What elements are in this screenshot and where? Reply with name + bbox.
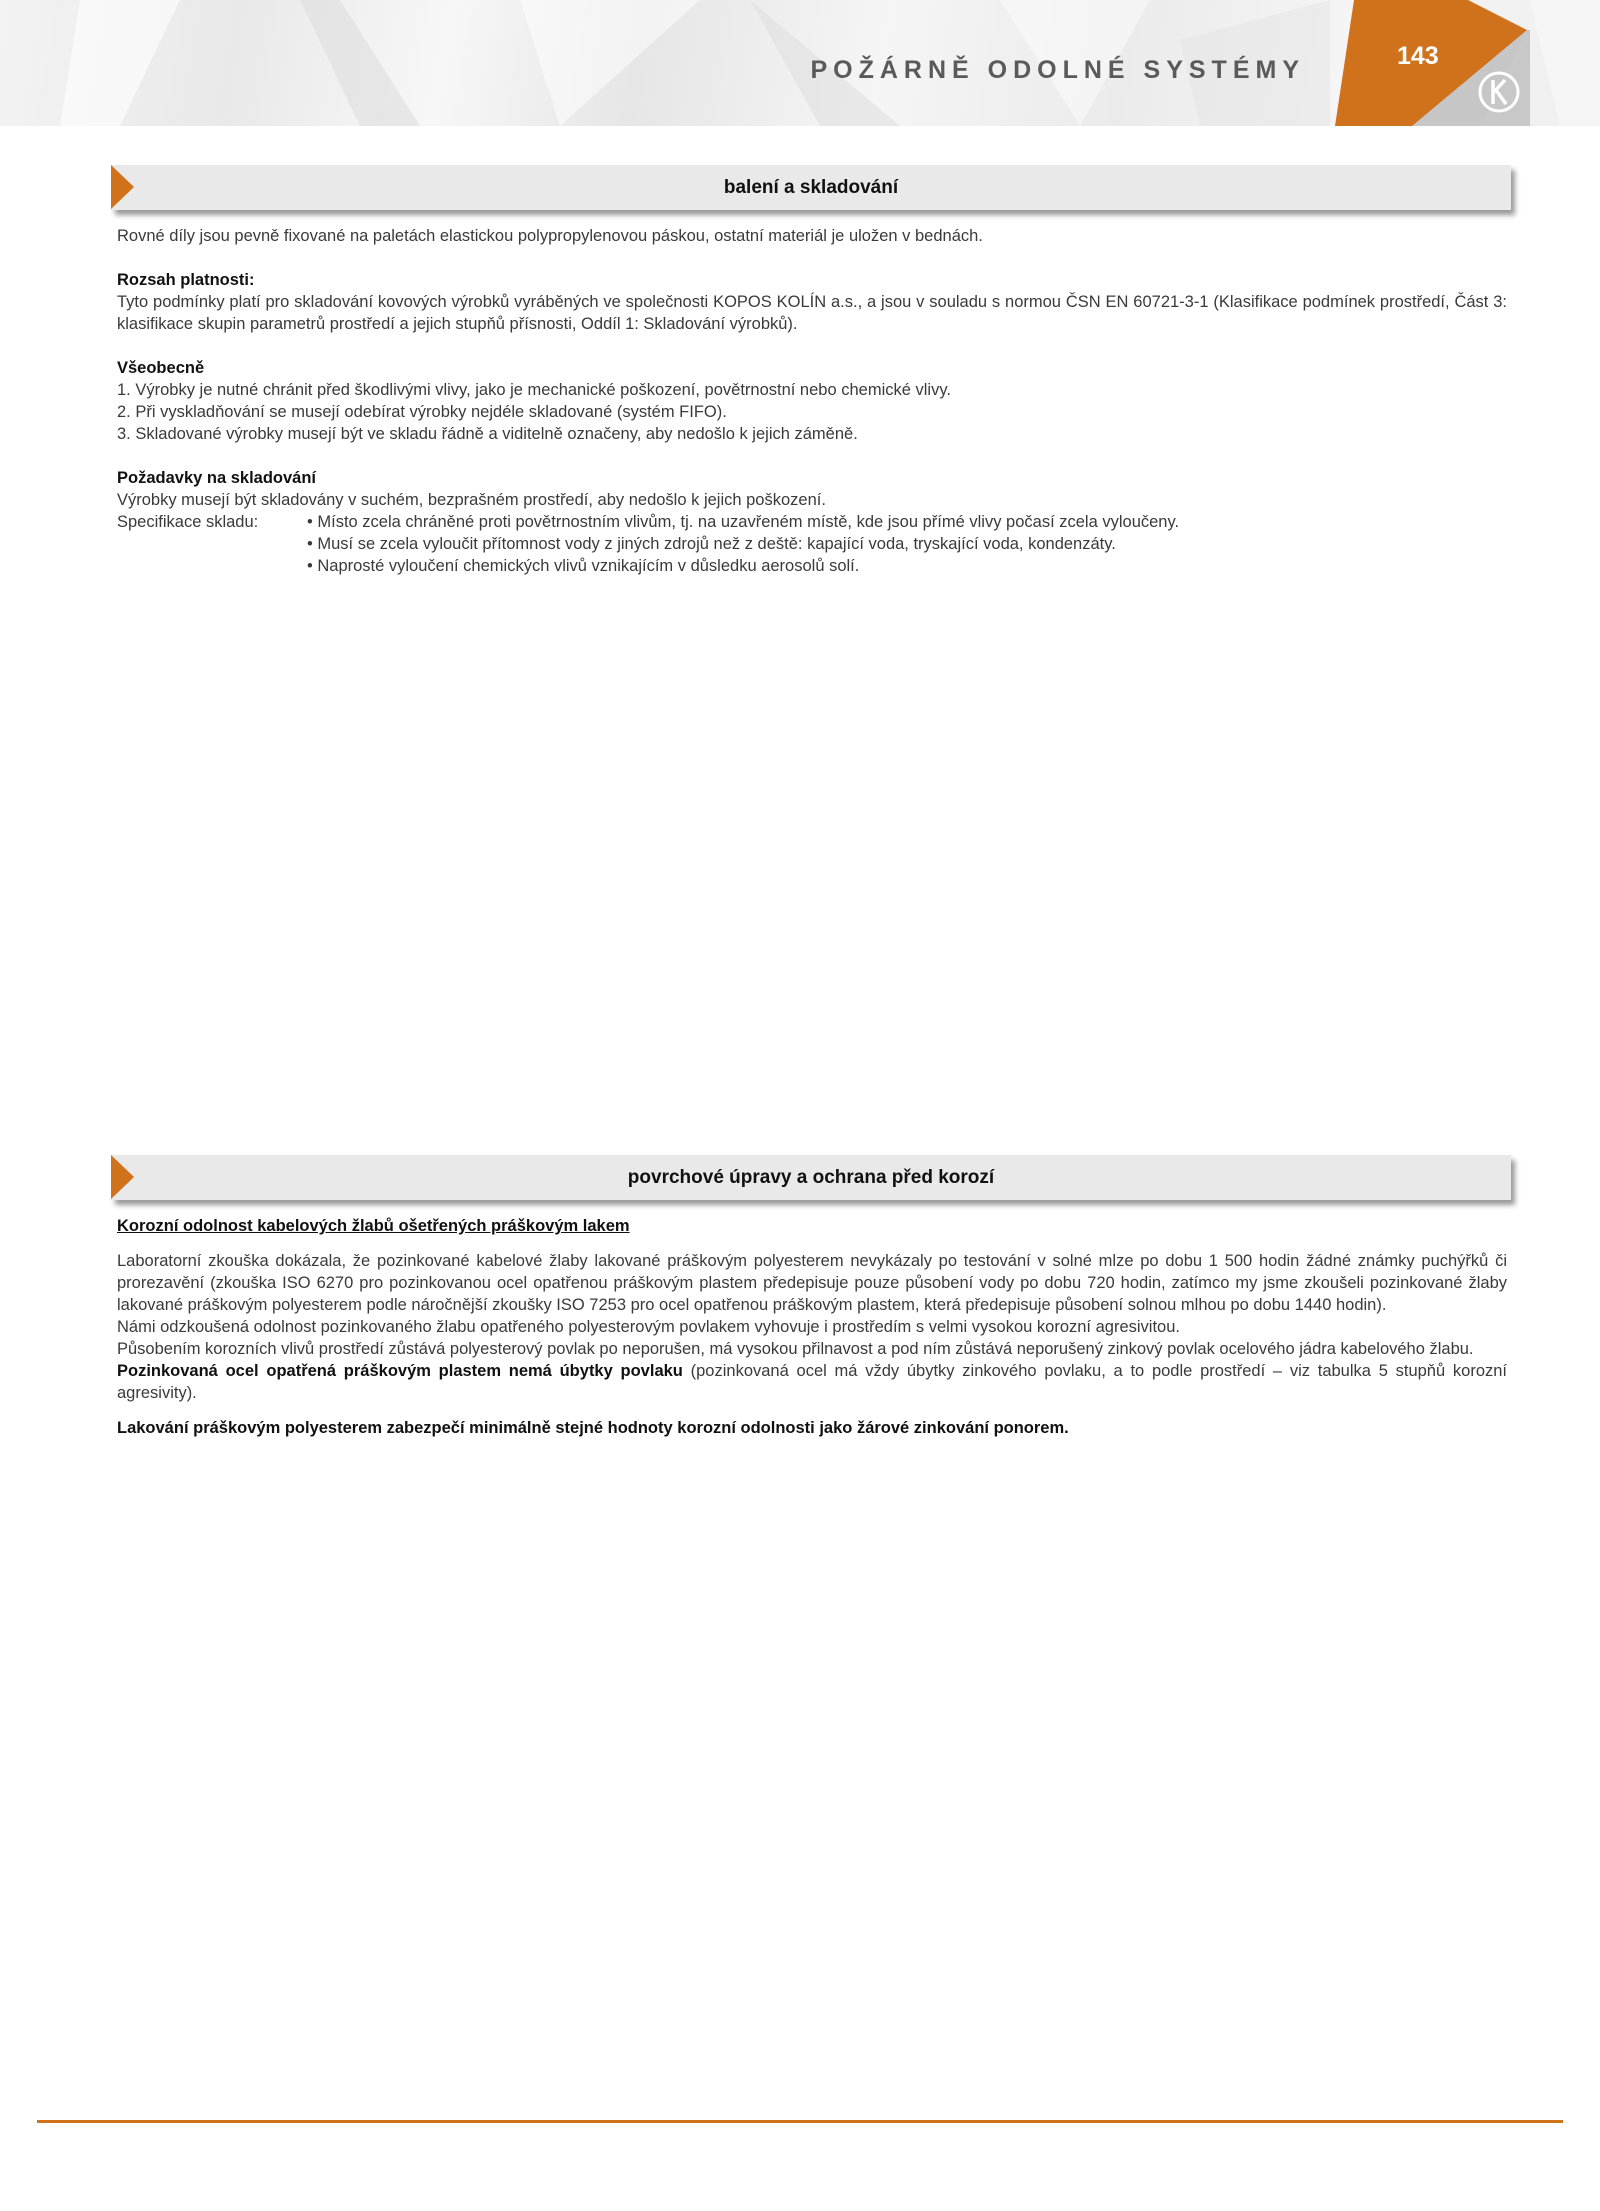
scope-text: Tyto podmínky platí pro skladování kovových výrobků vyráběných ve společnosti KOPOS KOLÍN a.s., a jsou v souladu s normou ČSN EN 60721-3-1 (Klasifikace podmínek prostředí, Část 3: klasifikace skupin parametrů prostředí a jejich stupňů přísnosti, Oddíl 1: Skladování výrobků). (117, 293, 1507, 333)
scope-heading: Rozsah platnosti: (117, 271, 255, 289)
page-header (0, 0, 1600, 126)
spec-item: • Naprosté vyloučení chemických vlivů vznikajícím v důsledku aerosolů solí. (307, 557, 860, 575)
paragraph: Námi odzkoušená odolnost pozinkovaného žlabu opatřeného polyesterovým povlakem vyhovuje i prostředím s velmi vysokou korozní agresivitou. (117, 1318, 1180, 1336)
section-title: povrchové úpravy a ochrana před korozí (627, 1167, 995, 1188)
statement-note: (pozinkovaná ocel má vždy úbytky zinkového povlaku, a to podle prostředí – viz tabulka 5 stupňů korozní agresivity). (117, 1362, 1508, 1402)
requirements-heading: Požadavky na skladování (117, 469, 317, 487)
requirements-text: Výrobky musejí být skladovány v suchém, bezprašném prostředí, aby nedošlo k jejich poškození. (117, 491, 826, 509)
storage-spec (117, 511, 1507, 577)
section-title: balení a skladování (723, 177, 899, 198)
page-number: 143 (1397, 42, 1439, 70)
paragraph: Laboratorní zkouška dokázala, že pozinkované kabelové žlaby lakované práškovým polyesterem nevykázaly po testování v solné mlze po dobu 1 500 hodin žádné známky puchýřků či prorezavění (zkouška ISO 6270 pro pozinkovanou ocel opatřenou práškovým plastem předepisuje pouze působení vody po dobu 720 hodin, zatímco my jsme zkoušeli pozinkované žlaby lakované práškovým polyesterem podle náročnější zkoušky ISO 7253 pro ocel opatřenou práškovým plastem, která předepisuje působení solnou mlhou po dobu 1440 hodin). (117, 1252, 1507, 1314)
intro-text: Rovné díly jsou pevně fixované na paletách elastickou polypropylenovou páskou, ostatní materiál je uložen v bednách. (117, 227, 983, 245)
spec-label: Specifikace skladu: (117, 513, 259, 531)
footer-line (37, 2120, 1563, 2123)
bold-statement: Pozinkovaná ocel opatřená práškovým plastem nemá úbytky povlaku (117, 1362, 683, 1380)
general-item: 2. Při vyskladňování se musejí odebírat výrobky nejdéle skladované (systém FIFO). (117, 403, 727, 421)
header-title: POŽÁRNĚ ODOLNÉ SYSTÉMY (810, 56, 1305, 84)
general-item: 1. Výrobky je nutné chránit před škodlivými vlivy, jako je mechanické poškození, povětrnostní nebo chemické vlivy. (117, 381, 951, 399)
conclusion: Lakování práškovým polyesterem zabezpečí minimálně stejné hodnoty korozní odolnosti jako žárové zinkování ponorem. (117, 1419, 1069, 1437)
paragraph: Působením korozních vlivů prostředí zůstává polyesterový povlak po neporušen, má vysokou přilnavost a pod ním zůstává neporušený zinkový povlak ocelového jádra kabelového žlabu. (117, 1340, 1474, 1358)
general-heading: Všeobecně (117, 359, 205, 377)
section-surface-body (117, 1215, 1507, 1439)
kopos-logo-icon (1477, 70, 1521, 114)
general-item: 3. Skladované výrobky musejí být ve skladu řádně a viditelně označeny, aby nedošlo k jejich záměně. (117, 425, 858, 443)
paragraph (117, 1360, 1507, 1404)
section-packaging-body (117, 225, 1507, 577)
spec-item: • Místo zcela chráněné proti povětrnostním vlivům, tj. na uzavřeném místě, kde jsou přímé vlivy počasí zcela vyloučeny. (307, 513, 1180, 531)
section-header-surface (111, 1155, 1511, 1200)
subheading: Korozní odolnost kabelových žlabů ošetřených práškovým lakem (117, 1217, 630, 1235)
section-header-packaging (111, 165, 1511, 210)
spec-item: • Musí se zcela vyloučit přítomnost vody z jiných zdrojů než z deště: kapající voda, tryskající voda, kondenzáty. (307, 535, 1116, 553)
